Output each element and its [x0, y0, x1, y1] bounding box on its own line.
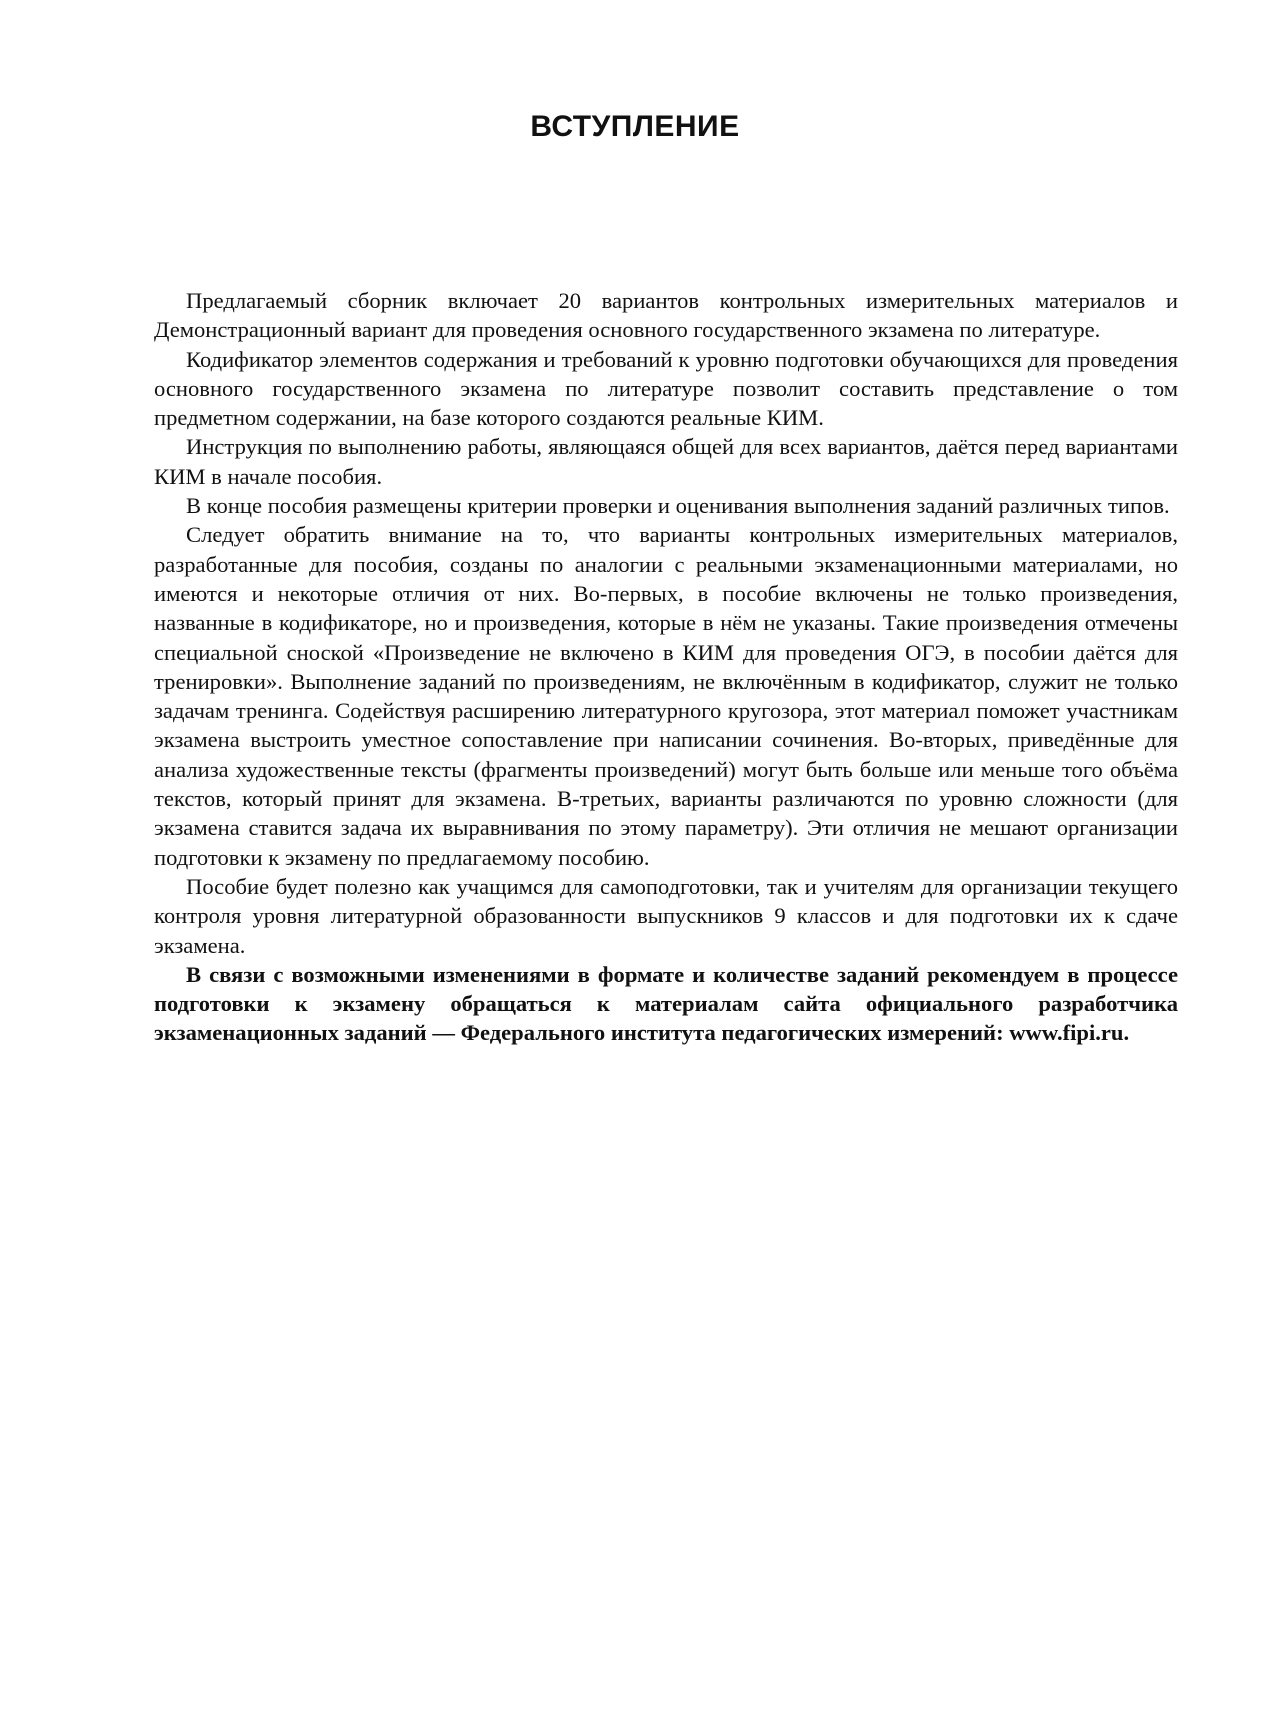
- paragraph-intro: Предлагаемый сборник включает 20 вариантов контрольных измерительных материалов и Демонстрационный вариант для проведения основного государственного экзамена по литературе.: [154, 288, 1178, 343]
- body-text: [154, 286, 1178, 1048]
- paragraph-differences: Следует обратить внимание на то, что варианты контрольных измерительных материалов, разработанные для пособия, созданы по аналогии с реальными экзаменационными материалами, но имеются и некоторые отличия от них. Во-первых, в пособие включены не только произведения, названные в кодификаторе, но и произведения, которые в нём не указаны. Такие произведения отмечены специальной сноской «Произведение не включено в КИМ для проведения ОГЭ, в пособии даётся для тренировки». Выполнение заданий по произведениям, не включённым в кодификатор, служит не только задачам тренинга. Содействуя расширению литературного кругозора, этот материал поможет участникам экзамена выстроить уместное сопоставление при написании сочинения. Во-вторых, приведённые для анализа художественные тексты (фрагменты произведений) могут быть больше или меньше того объёма текстов, который принят для экзамена. В-третьих, варианты различаются по уровню сложности (для экзамена ставится задача их выравнивания по этому параметру). Эти отличия не мешают организации подготовки к экзамену по предлагаемому пособию.: [154, 522, 1178, 870]
- page-title: ВСТУПЛЕНИЕ: [530, 110, 740, 143]
- paragraph-instruction: Инструкция по выполнению работы, являющаяся общей для всех вариантов, даётся перед вариантами КИМ в начале пособия.: [154, 434, 1178, 489]
- paragraph-criteria: В конце пособия размещены критерии проверки и оценивания выполнения заданий различных типов.: [186, 493, 1170, 519]
- paragraph-fipi-notice: В связи с возможными изменениями в формате и количестве заданий рекомендуем в процессе подготовки к экзамену обращаться к материалам сайта официального разработчика экзаменационных заданий — Федерального института педагогических измерений: www.fipi.ru.: [154, 961, 1178, 1046]
- paragraph-codifier: Кодификатор элементов содержания и требований к уровню подготовки обучающихся для проведения основного государственного экзамена по литературе позволит составить представление о том предметном содержании, на базе которого создаются реальные КИМ.: [154, 346, 1178, 431]
- paragraph-usefulness: Пособие будет полезно как учащимся для самоподготовки, так и учителям для организации текущего контроля уровня литературной образованности выпускников 9 классов и для подготовки их к сдаче экзамена.: [154, 873, 1178, 958]
